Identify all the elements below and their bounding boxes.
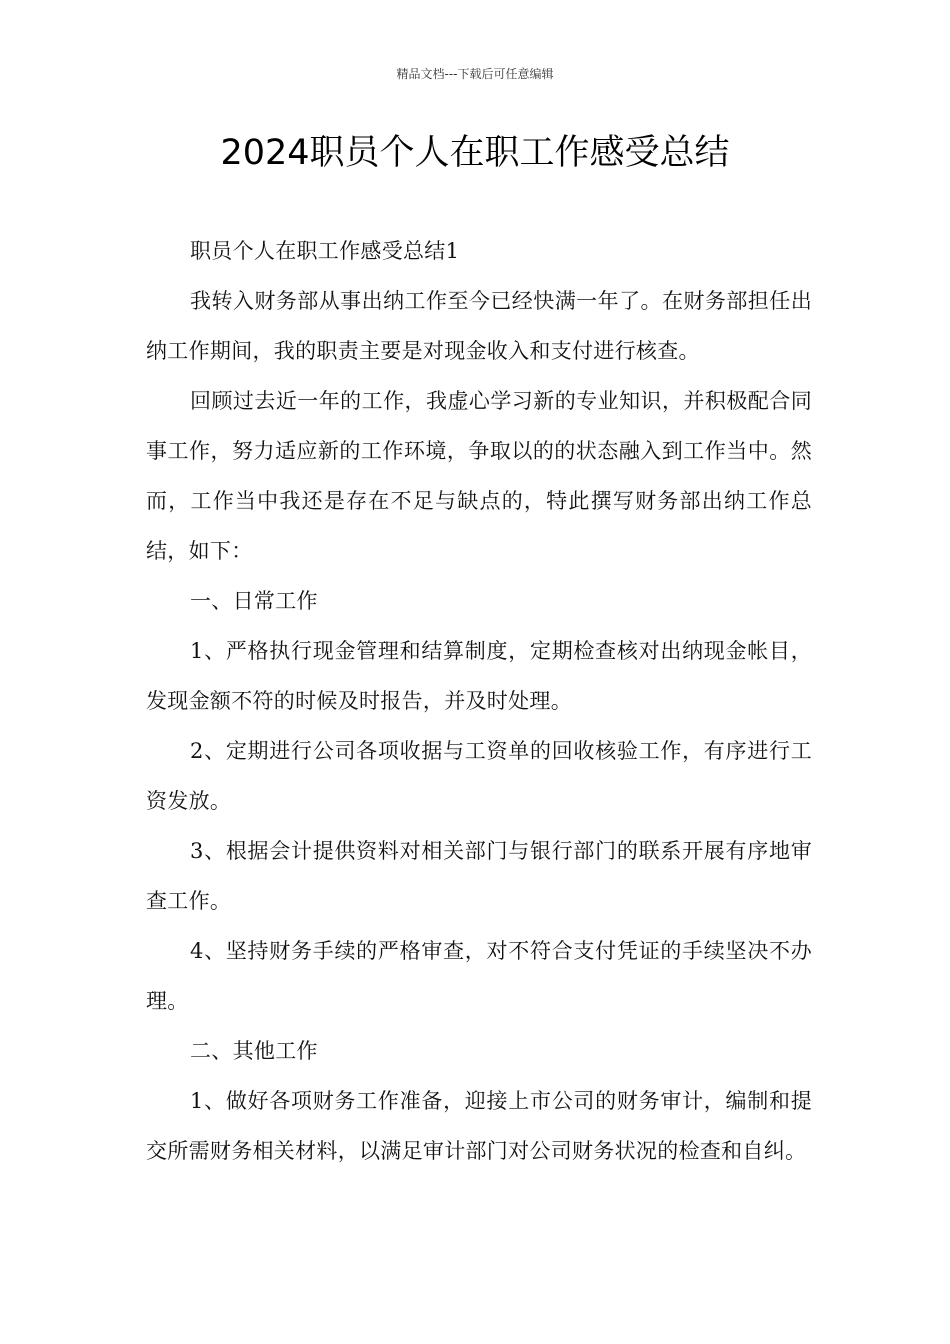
list-item: 2、定期进行公司各项收据与工资单的回收核验工作，有序进行工资发放。 [146,739,812,813]
document-body [146,226,812,1176]
paragraph: 回顾过去近一年的工作，我虚心学习新的专业知识，并积极配合同事工作，努力适应新的工作环境，争取以的的状态融入到工作当中。然而，工作当中我还是存在不足与缺点的，特此撰写财务部出纳工作总结，如下： [146,389,812,563]
list-item: 1、做好各项财务工作准备，迎接上市公司的财务审计，编制和提交所需财务相关材料，以满足审计部门对公司财务状况的检查和自纠。 [146,1089,812,1163]
header-note: 精品文档---下载后可任意编辑 [396,67,554,81]
paragraph: 我转入财务部从事出纳工作至今已经快满一年了。在财务部担任出纳工作期间，我的职责主要是对现金收入和支付进行核查。 [146,289,812,363]
list-item: 1、严格执行现金管理和结算制度，定期检查核对出纳现金帐目，发现金额不符的时候及时报告，并及时处理。 [146,639,812,713]
list-item: 4、坚持财务手续的严格审查，对不符合支付凭证的手续坚决不办理。 [146,939,812,1013]
section-heading: 职员个人在职工作感受总结1 [190,239,460,263]
subsection-heading: 一、日常工作 [190,589,318,613]
subsection-heading: 二、其他工作 [190,1039,318,1063]
document-title: 2024职员个人在职工作感受总结 [220,133,730,173]
list-item: 3、根据会计提供资料对相关部门与银行部门的联系开展有序地审查工作。 [146,839,812,913]
